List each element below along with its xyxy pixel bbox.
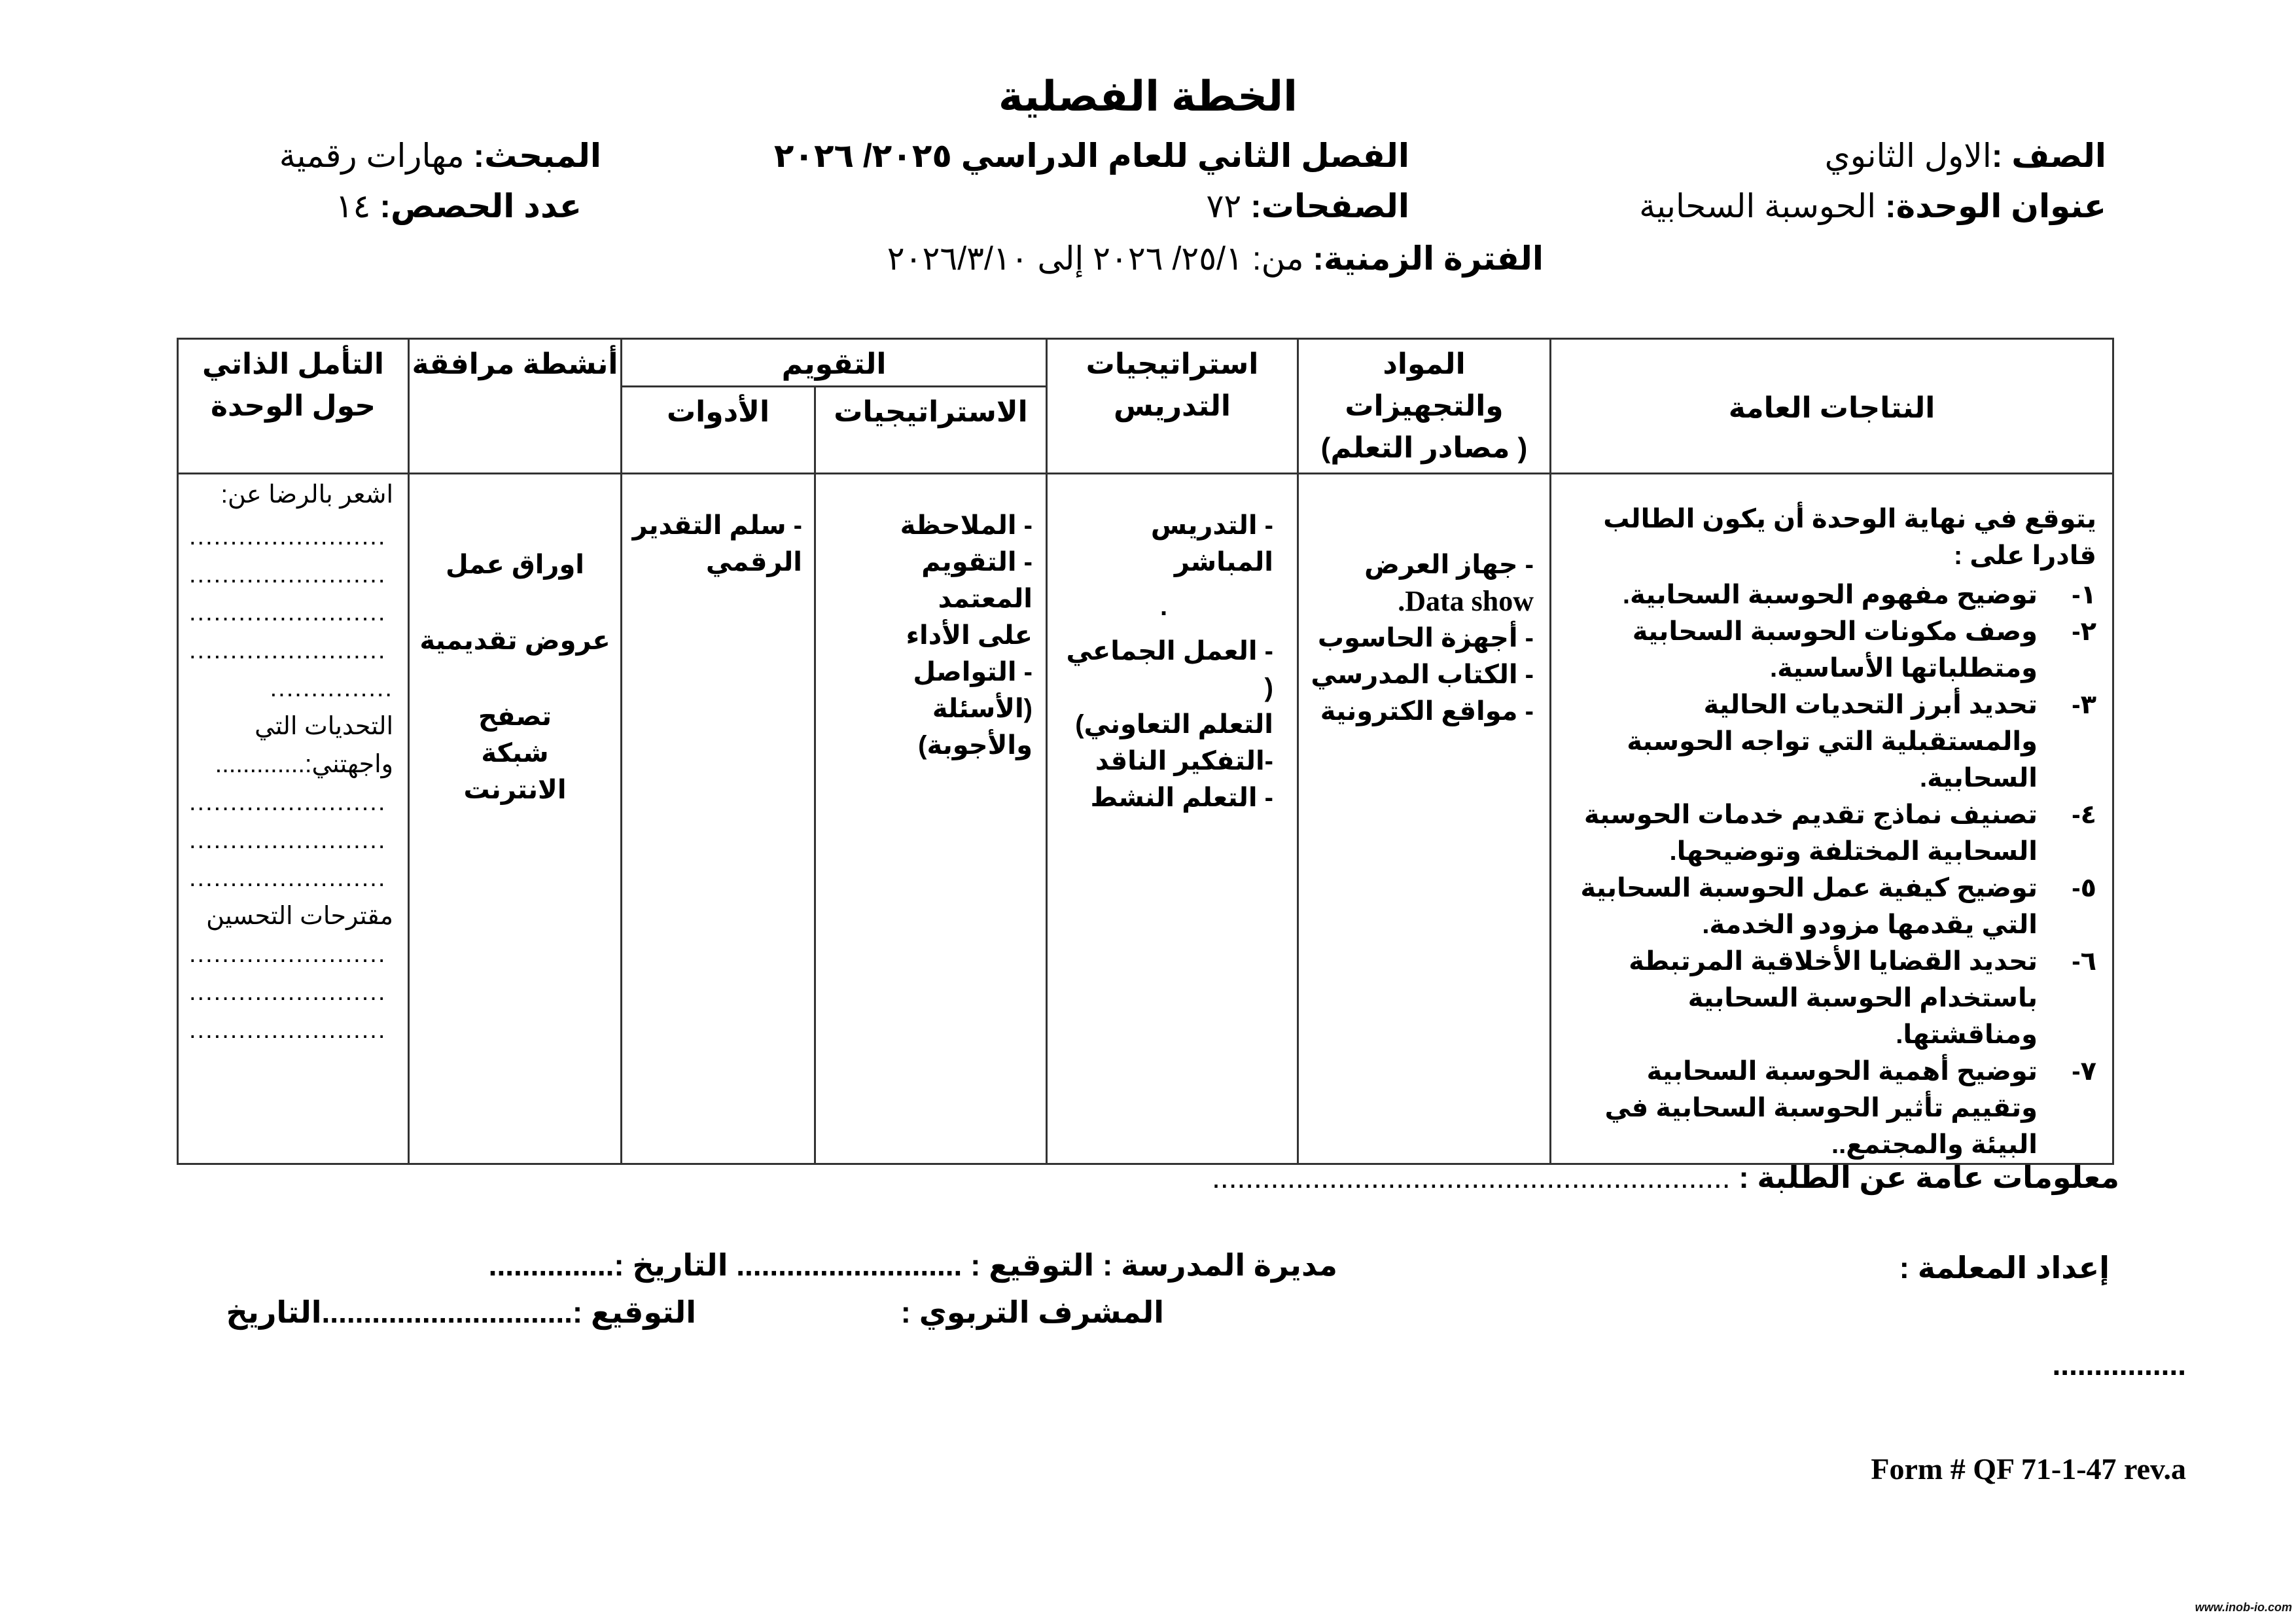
pages-value: ٧٢ (1206, 188, 1242, 224)
header-teaching-strategies (1047, 339, 1298, 474)
reflection-line[interactable]: ........................ (189, 1016, 387, 1044)
header-teaching-line1: استراتيجيات (1086, 348, 1259, 380)
prepared-by-field[interactable]: ................ (2052, 1347, 2186, 1382)
header-materials (1298, 339, 1551, 474)
reflection-challenges-label: التحديات التي (255, 713, 393, 740)
header-assessment-strategies: الاستراتيجيات (815, 387, 1047, 474)
unit-label: عنوان الوحدة: (1885, 188, 2106, 224)
material-item: Data show. (1398, 585, 1534, 617)
assessment-tools-list (622, 474, 814, 580)
timeframe-label: الفترة الزمنية: (1313, 240, 1544, 277)
supervisor-sign[interactable]: التوقيع :..............................التاريخ (226, 1295, 696, 1329)
grade-info (1825, 136, 2106, 175)
activities-list (410, 474, 620, 808)
subject-label: المبحث: (473, 137, 601, 174)
outcome-item (1564, 577, 2096, 613)
material-item: - مواقع الكترونية (1320, 697, 1534, 726)
reflection-line[interactable]: ........................ (189, 827, 387, 854)
principal-line[interactable]: مديرة المدرسة : التوقيع : ........................... التاريخ :............... (488, 1248, 1337, 1282)
supervisor-label: المشرف التربوي : (900, 1295, 1164, 1329)
reflection-line[interactable]: ........................ (189, 978, 387, 1006)
assessment-tools-cell (622, 474, 815, 1164)
outcome-text: توضيح أهمية الحوسبة السحابية وتقييم تأثير الحوسبة السحابية في البيئة والمجتمع.. (1604, 1057, 2038, 1159)
reflection-line[interactable]: ........................ (189, 940, 387, 968)
pages-label: الصفحات: (1250, 188, 1409, 224)
outcome-item (1564, 943, 2096, 1053)
outcome-number: ٣- (2072, 690, 2096, 719)
teaching-list (1048, 474, 1297, 816)
header-materials-line2: والتجهيزات (1345, 390, 1504, 422)
reflection-line[interactable]: ........................ (189, 789, 387, 816)
reflection-line[interactable]: ........................ (189, 865, 387, 892)
header-teaching-line2: التدريس (1113, 390, 1231, 422)
teaching-strategy-item: - العمل الجماعي ( (1066, 637, 1273, 702)
grade-value: الاول الثانوي (1824, 137, 1992, 174)
assessment-tool-item: الرقمي (705, 548, 802, 577)
reflection-line[interactable]: ........................ (189, 561, 387, 588)
material-item: - أجهزة الحاسوب (1317, 624, 1534, 652)
watermark: www.inob-io.com (2195, 1601, 2292, 1614)
outcome-number: ٦- (2072, 947, 2096, 976)
assessment-strategy-item: - الملاحظة (900, 511, 1033, 540)
header-reflection-line2: حول الوحدة (211, 390, 376, 422)
materials-list (1299, 474, 1549, 730)
header-assessment-tools: الأدوات (622, 387, 815, 474)
assessment-strategy-item: - التقويم المعتمد (921, 548, 1033, 613)
plan-table (177, 338, 2114, 1165)
prepared-by-label: إعداد المعلمة : (1899, 1251, 2110, 1285)
assessment-strategies-list (816, 474, 1046, 764)
outcome-text: تحديد القضايا الأخلاقية المرتبطة باستخدام الحوسبة السحابية ومناقشتها. (1629, 947, 2038, 1049)
outcome-text: تحديد أبرز التحديات الحالية والمستقبلية التي تواجه الحوسبة السحابية. (1627, 690, 2038, 793)
header-reflection-line1: التأمل الذاتي (202, 348, 384, 380)
periods-info (336, 187, 582, 226)
reflection-challenges-label-2[interactable]: واجهتني:............. (215, 751, 393, 778)
header-activities: أنشطة مرافقة (409, 339, 622, 474)
teaching-strategy-item: - التعلم النشط (1090, 783, 1273, 812)
outcome-item (1564, 796, 2096, 870)
outcome-item (1564, 870, 2096, 943)
outcome-text: تصنيف نماذج تقديم خدمات الحوسبة السحابية المختلفة وتوضيحها. (1583, 800, 2038, 866)
assessment-strategy-item: (الأسئلة والأجوبة) (918, 694, 1033, 760)
header-reflection (178, 339, 409, 474)
assessment-strategy-item: على الأداء (906, 621, 1033, 650)
teaching-strategy-item: . (1159, 592, 1168, 621)
reflection-line[interactable]: ........................ (189, 637, 387, 664)
header-outcomes: النتاجات العامة (1551, 339, 2113, 474)
outcome-number: ٥- (2072, 874, 2096, 902)
unit-value: الحوسبة السحابية (1639, 188, 1877, 224)
outcome-item (1564, 687, 2096, 796)
semester-value: ٢٠٢٥/ ٢٠٢٦ (773, 137, 952, 174)
outcome-item (1564, 1053, 2096, 1163)
teaching-strategy-item: التعلم التعاوني) (1075, 710, 1273, 739)
reflection-satisfied-label: اشعر بالرضا عن: (221, 481, 393, 508)
activities-cell (409, 474, 622, 1164)
outcome-text: توضيح كيفية عمل الحوسبة السحابية التي يقدمها مزودو الخدمة. (1580, 874, 2038, 939)
header-materials-line1: المواد (1383, 348, 1466, 380)
outcome-number: ٢- (2072, 617, 2096, 646)
form-code: Form # QF 71-1-47 rev.a (1871, 1452, 2186, 1486)
teaching-strategy-item: -التفكير الناقد (1095, 747, 1273, 776)
header-assessment: التقويم (622, 339, 1047, 387)
unit-info (1639, 187, 2106, 226)
subject-info (279, 136, 601, 175)
semester-label: الفصل الثاني للعام الدراسي (961, 137, 1409, 174)
assessment-tool-item: - سلم التقدير (632, 511, 802, 540)
reflection-line[interactable]: ........................ (189, 599, 387, 626)
outcome-text: وصف مكونات الحوسبة السحابية ومتطلباتها الأساسية. (1632, 617, 2038, 683)
assessment-strategy-item: - التواصل (913, 658, 1033, 687)
outcome-item (1564, 613, 2096, 687)
outcome-number: ١- (2072, 580, 2096, 609)
periods-label: عدد الحصص: (380, 188, 582, 224)
reflection-cell (178, 474, 409, 1164)
reflection-line[interactable]: ............... (270, 675, 393, 702)
timeframe-value: من: ٢٥/١/ ٢٠٢٦ إلى ٢٠٢٦/٣/١٠ (887, 240, 1304, 277)
reflection-improvements-label: مقترحات التحسين (206, 902, 393, 930)
assessment-strategies-cell (815, 474, 1047, 1164)
timeframe-info (887, 239, 1544, 278)
reflection-line[interactable]: ........................ (189, 523, 387, 550)
pages-info (1207, 187, 1410, 226)
outcomes-intro: يتوقع في نهاية الوحدة أن يكون الطالب قادرا على : (1603, 505, 2096, 570)
grade-label: الصف : (1991, 137, 2106, 174)
outcome-number: ٤- (2072, 800, 2096, 829)
semester-info (774, 136, 1409, 175)
periods-value: ١٤ (335, 188, 371, 224)
outcomes-list (1564, 577, 2096, 1163)
header-materials-line3: ( مصادر التعلم) (1320, 432, 1528, 464)
activity-item: اوراق عمل (445, 550, 585, 579)
material-item: - الكتاب المدرسي (1311, 660, 1534, 689)
outcome-number: ٧- (2072, 1057, 2096, 1086)
teaching-strategy-item: - التدريس المباشر (1150, 511, 1273, 577)
students-info-field[interactable]: .............................................................. (1212, 1160, 1731, 1194)
students-info-label: معلومات عامة عن الطلبة : (1739, 1160, 2119, 1194)
outcome-text: توضيح مفهوم الحوسبة السحابية. (1622, 580, 2038, 609)
material-item: - جهاز العرض (1364, 550, 1534, 579)
activity-item: تصفح شبكة الانترنت (463, 702, 567, 804)
page-title: الخطة الفصلية (998, 73, 1298, 120)
outcomes-cell (1551, 474, 2113, 1164)
students-info (1212, 1160, 2119, 1195)
materials-cell (1298, 474, 1551, 1164)
activity-item: عروض تقديمية (419, 626, 610, 655)
teaching-cell (1047, 474, 1298, 1164)
subject-value: مهارات رقمية (279, 137, 465, 174)
